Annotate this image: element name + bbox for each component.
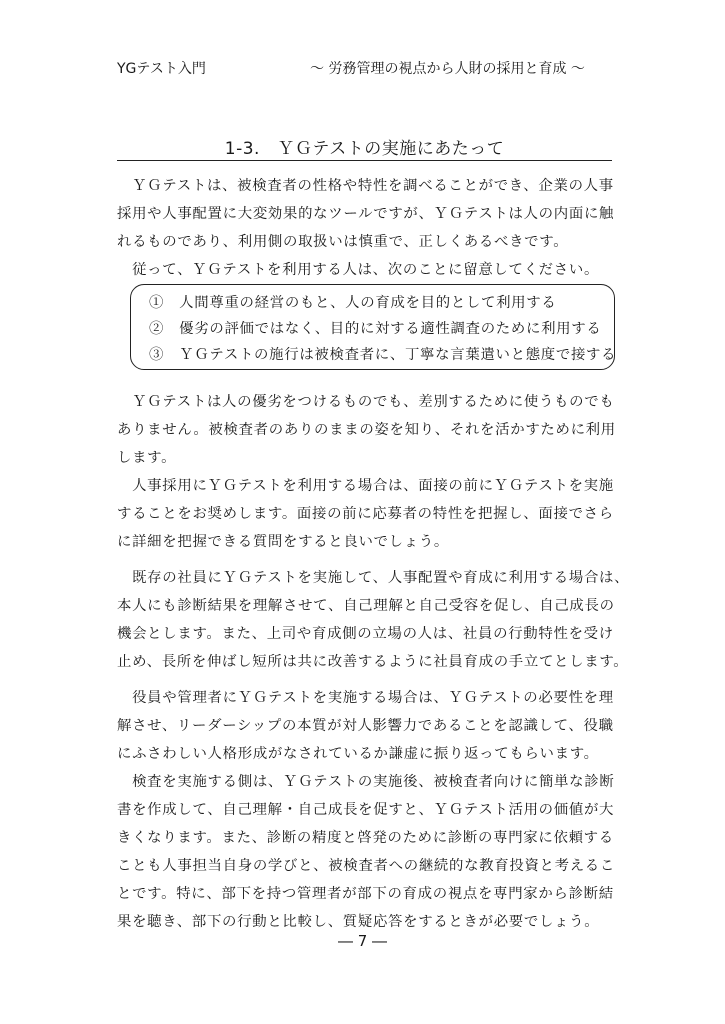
title-underline <box>117 160 612 161</box>
text-line: ＹＧテストは人の優劣をつけるものでも、差別するために使うものでも <box>117 394 615 410</box>
text-line: 解させ、リーダーシップの本質が対人影響力であることを認識して、役職 <box>117 718 614 734</box>
text-line: 機会とします。また、上司や育成側の立場の人は、社員の行動特性を受け <box>117 626 614 642</box>
text-line: します。 <box>117 450 177 466</box>
text-line: にふさわしい人格形成がなされているか謙虚に振り返ってもらいます。 <box>117 746 599 762</box>
header-book-title: YGテスト入門 <box>117 61 206 77</box>
page-number: ― 7 ― <box>337 932 388 950</box>
text-line: 本人にも診断結果を理解させて、自己理解と自己受容を促し、自己成長の <box>117 598 615 614</box>
text-line: 人事採用にＹＧテストを利用する場合は、面接の前にＹＧテストを実施 <box>117 478 614 494</box>
text-line: 果を聴き、部下の行動と比較し、質疑応答をするときが必要でしょう。 <box>117 914 600 930</box>
text-line: 役員や管理者にＹＧテストを実施する場合は、ＹＧテストの必要性を理 <box>117 690 614 706</box>
existing-staff-paragraph <box>117 564 630 676</box>
guidelines-box <box>130 284 615 370</box>
text-line: 既存の社員にＹＧテストを実施して、人事配置や育成に利用する場合は、 <box>117 570 630 586</box>
text-line: 従って、ＹＧテストを利用する人は、次のことに留意してください。 <box>117 262 600 278</box>
text-line: とです。特に、部下を持つ管理者が部下の育成の視点を専門家から診断結 <box>117 886 614 902</box>
text-line: 書を作成して、自己理解・自己成長を促すと、ＹＧテスト活用の価値が大 <box>117 802 615 818</box>
management-paragraph <box>117 684 614 936</box>
text-line: れるものであり、利用側の取扱いは慎重で、正しくあるべきです。 <box>117 234 569 250</box>
guideline-item-3: ③ ＹＧテストの施行は被検査者に、丁寧な言葉遣いと態度で接する <box>149 347 617 363</box>
usage-paragraph <box>117 388 614 556</box>
text-line: することをお奨めします。面接の前に応募者の特性を把握し、面接でさら <box>117 506 614 522</box>
text-line: きくなります。また、診断の精度と啓発のために診断の専門家に依頼する <box>117 830 614 846</box>
text-line: ことも人事担当自身の学びと、被検査者への継続的な教育投資と考えるこ <box>117 858 615 874</box>
guideline-item-1: ① 人間尊重の経営のもと、人の育成を目的として利用する <box>149 295 557 311</box>
section-title: 1-3. ＹＧテストの実施にあたって <box>224 139 505 159</box>
text-line: 採用や人事配置に大変効果的なツールですが、ＹＧテストは人の内面に触 <box>117 206 615 222</box>
text-line: に詳細を把握できる質問をすると良いでしょう。 <box>117 534 449 550</box>
text-line: ありません。被検査者のありのままの姿を知り、それを活かすために利用 <box>117 422 616 438</box>
text-line: ＹＧテストは、被検査者の性格や特性を調べることができ、企業の人事 <box>117 178 614 194</box>
intro-paragraph <box>117 172 614 284</box>
guideline-item-2: ② 優劣の評価ではなく、目的に対する適性調査のために利用する <box>149 321 602 337</box>
text-line: 検査を実施する側は、ＹＧテストの実施後、被検査者向けに簡単な診断 <box>117 774 615 790</box>
text-line: 止め、長所を伸ばし短所は共に改善するように社員育成の手立てとします。 <box>117 654 629 670</box>
header-subtitle: ～ 労務管理の視点から人財の採用と育成 ～ <box>310 61 585 77</box>
